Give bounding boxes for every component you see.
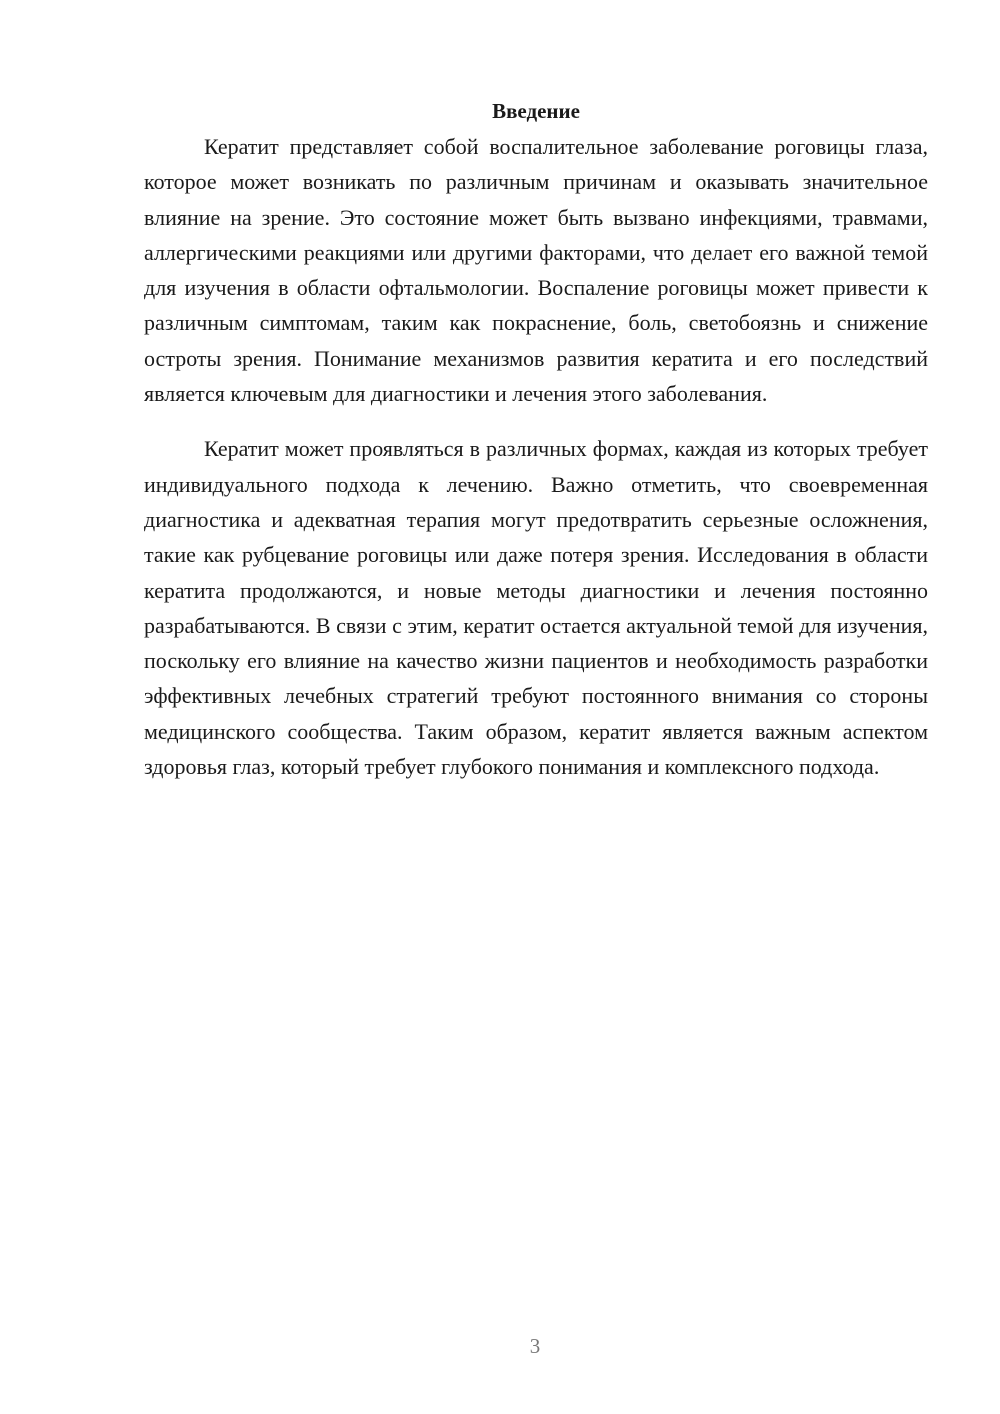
paragraph-2: Кератит может проявляться в различных формах, каждая из которых требует индивидуального подхода к лечению. Важно отметить, что своевременная диагностика и адекватная терапия могут предотвратить серьезные осложнения, такие как рубцевание роговицы или даже потеря зрения. Исследования в области кератита продолжаются, и новые методы диагностики и лечения постоянно разрабатываются. В связи с этим, кератит остается актуальной темой для изучения, поскольку его влияние на качество жизни пациентов и необходимость разработки эффективных лечебных стратегий требуют постоянного внимания со стороны медицинского сообщества. Таким образом, кератит является важным аспектом здоровья глаз, который требует глубокого понимания и комплексного подхода.	[144, 436, 928, 780]
page-number: 3	[529, 1334, 541, 1358]
document-body	[144, 95, 928, 784]
paragraph-1: Кератит представляет собой воспалительное заболевание роговицы глаза, которое может возникать по различным причинам и оказывать значительное влияние на зрение. Это состояние может быть вызвано инфекциями, травмами, аллергическими реакциями или другими факторами, что делает его важной темой для изучения в области офтальмологии. Воспаление роговицы может привести к различным симптомам, таким как покраснение, боль, светобоязнь и снижение остроты зрения. Понимание механизмов развития кератита и его последствий является ключевым для диагностики и лечения этого заболевания.	[144, 134, 928, 407]
section-heading: Введение	[492, 99, 580, 123]
